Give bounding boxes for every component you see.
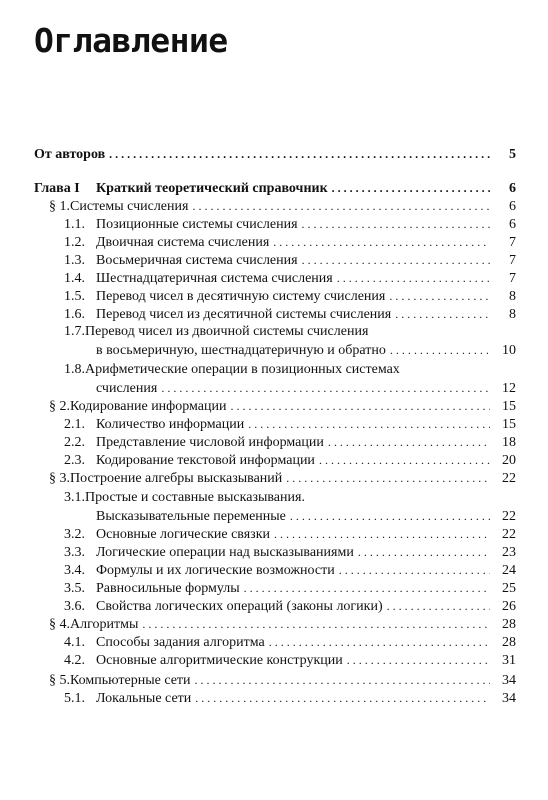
toc-page-number: 22 [502,509,516,524]
toc-entry-label: Высказывательные переменные [96,509,286,524]
toc-entry-3-2[interactable] [64,526,516,543]
toc-entry-authors[interactable] [34,146,516,163]
toc-page-number: 20 [502,453,516,468]
toc-entry-label: счисления [96,381,158,396]
dot-leader [347,652,490,668]
toc-page-number: 6 [509,181,516,196]
toc-entry-number: 3.5. [64,581,85,596]
toc-page-number: 8 [509,289,516,304]
toc-page-number: 23 [502,545,516,560]
page-title: Оглавление [34,21,228,60]
dot-leader [332,180,490,196]
toc-entry-number: 1.6. [64,307,85,322]
toc-page-number: 6 [509,199,516,214]
toc-entry-label: Основные логические связки [96,527,270,542]
toc-entry-1-6[interactable] [64,306,516,323]
toc-entry-number: 4.2. [64,653,85,668]
toc-entry-5-1[interactable] [64,690,516,707]
toc-entry-number: 1.7. [64,324,85,339]
toc-entry-number: 3.3. [64,545,85,560]
toc-entry-label: Способы задания алгоритма [96,635,265,650]
toc-entry-number: 3.4. [64,563,85,578]
toc-entry-label: § 3.Построение алгебры высказываний [49,471,283,486]
dot-leader [290,508,490,524]
dot-leader [339,562,490,578]
toc-page-number: 5 [509,147,516,162]
dot-leader [269,634,490,650]
toc-entry-label: Арифметические операции в позиционных системах [85,362,400,377]
toc-page-number: 8 [509,307,516,322]
toc-entry-number: 5.1. [64,691,85,706]
dot-leader [161,380,490,396]
toc-entry-3-1-line1[interactable] [64,490,305,506]
toc-entry-label: Восьмеричная система счисления [96,253,298,268]
toc-entry-2-1[interactable] [64,416,516,433]
toc-entry-label: От авторов [34,147,106,162]
toc-entry-section-3[interactable] [49,470,516,487]
toc-entry-label: Простые и составные высказывания. [85,490,305,505]
toc-entry-3-5[interactable] [64,580,516,597]
dot-leader [248,416,490,432]
toc-entry-label: § 4.Алгоритмы [49,617,139,632]
toc-entry-1-7-line1[interactable] [64,324,368,340]
dot-leader [195,690,490,706]
dot-leader [319,452,490,468]
toc-page-number: 22 [502,527,516,542]
toc-entry-number: 2.1. [64,417,85,432]
toc-page-number: 18 [502,435,516,450]
dot-leader [274,526,490,542]
toc-entry-4-1[interactable] [64,634,516,651]
toc-entry-number: 1.5. [64,289,85,304]
toc-entry-chapter-1[interactable] [34,180,516,197]
toc-entry-label: Двоичная система счисления [96,235,270,250]
dot-leader [390,342,490,358]
chapter-title: Краткий теоретический справочник [96,181,328,196]
toc-entry-3-6[interactable] [64,598,516,615]
toc-entry-1-5[interactable] [64,288,516,305]
toc-entry-label: § 1.Системы счисления [49,199,189,214]
toc-entry-label: Позиционные системы счисления [96,217,298,232]
toc-page-number: 31 [502,653,516,668]
toc-entry-1-2[interactable] [64,234,516,251]
dot-leader [337,270,490,286]
toc-entry-section-1[interactable] [49,198,516,215]
toc-page-number: 15 [502,399,516,414]
toc-entry-label: Кодирование текстовой информации [96,453,315,468]
toc-entry-section-5[interactable] [49,672,516,689]
dot-leader [244,580,490,596]
toc-entry-label: Формулы и их логические возможности [96,563,335,578]
toc-entry-section-2[interactable] [49,398,516,415]
toc-entry-1-7[interactable] [96,342,516,359]
toc-page-number: 12 [502,381,516,396]
toc-page-number: 22 [502,471,516,486]
toc-entry-label: Логические операции над высказываниями [96,545,354,560]
toc-entry-number: 1.1. [64,217,85,232]
toc-entry-number: 1.8. [64,362,85,377]
dot-leader [286,470,490,486]
toc-entry-label: Шестнадцатеричная система счисления [96,271,333,286]
toc-entry-number: 2.2. [64,435,85,450]
toc-page-number: 34 [502,673,516,688]
toc-entry-1-3[interactable] [64,252,516,269]
toc-page-number: 28 [502,635,516,650]
toc-page-number: 7 [509,271,516,286]
toc-page-number: 6 [509,217,516,232]
toc-page-number: 10 [502,343,516,358]
toc-entry-label: Основные алгоритмические конструкции [96,653,343,668]
toc-page-number: 24 [502,563,516,578]
toc-entry-number: 4.1. [64,635,85,650]
toc-entry-section-4[interactable] [49,616,516,633]
toc-entry-label: Количество информации [96,417,245,432]
toc-entry-number: 1.2. [64,235,85,250]
toc-entry-number: 3.6. [64,599,85,614]
toc-entry-label: в восьмеричную, шестнадцатеричную и обратно [96,343,386,358]
toc-entry-2-2[interactable] [64,434,516,451]
dot-leader [395,306,490,322]
toc-entry-number: 1.3. [64,253,85,268]
toc-entry-label: Локальные сети [96,691,192,706]
toc-entry-3-4[interactable] [64,562,516,579]
toc-entry-label: § 5.Компьютерные сети [49,673,191,688]
toc-entry-number: 2.3. [64,453,85,468]
dot-leader [302,216,490,232]
dot-leader [109,146,490,162]
toc-entry-1-4[interactable] [64,270,516,287]
toc-page-number: 28 [502,617,516,632]
toc-entry-1-8-line1[interactable] [64,362,400,378]
toc-page-number: 7 [509,253,516,268]
toc-page-number: 15 [502,417,516,432]
toc-entry-label: Перевод чисел из двоичной системы счисления [85,324,369,339]
toc-entry-label: Перевод чисел из десятичной системы счисления [96,307,392,322]
dot-leader [231,398,491,414]
dot-leader [389,288,490,304]
toc-entry-label: Равносильные формулы [96,581,240,596]
toc-page-number: 7 [509,235,516,250]
dot-leader [358,544,490,560]
toc-entry-4-2[interactable] [64,652,516,669]
toc-entry-number: 3.1. [64,490,85,505]
toc-entry-3-1[interactable] [96,508,516,525]
dot-leader [273,234,490,250]
toc-page-number: 34 [502,691,516,706]
toc-page-number: 25 [502,581,516,596]
toc-entry-2-3[interactable] [64,452,516,469]
chapter-number: Глава I [34,181,80,196]
toc-entry-label: Перевод чисел в десятичную систему счисления [96,289,386,304]
toc-entry-1-8[interactable] [96,380,516,397]
dot-leader [195,672,490,688]
toc-entry-number: 1.4. [64,271,85,286]
dot-leader [302,252,490,268]
toc-entry-label: Представление числовой информации [96,435,324,450]
dot-leader [328,434,490,450]
dot-leader [142,616,490,632]
toc-entry-number: 3.2. [64,527,85,542]
dot-leader [387,598,490,614]
toc-entry-label: Свойства логических операций (законы логики) [96,599,383,614]
dot-leader [192,198,490,214]
toc-entry-3-3[interactable] [64,544,516,561]
toc-page-number: 26 [502,599,516,614]
toc-entry-1-1[interactable] [64,216,516,233]
toc-entry-label: § 2.Кодирование информации [49,399,227,414]
